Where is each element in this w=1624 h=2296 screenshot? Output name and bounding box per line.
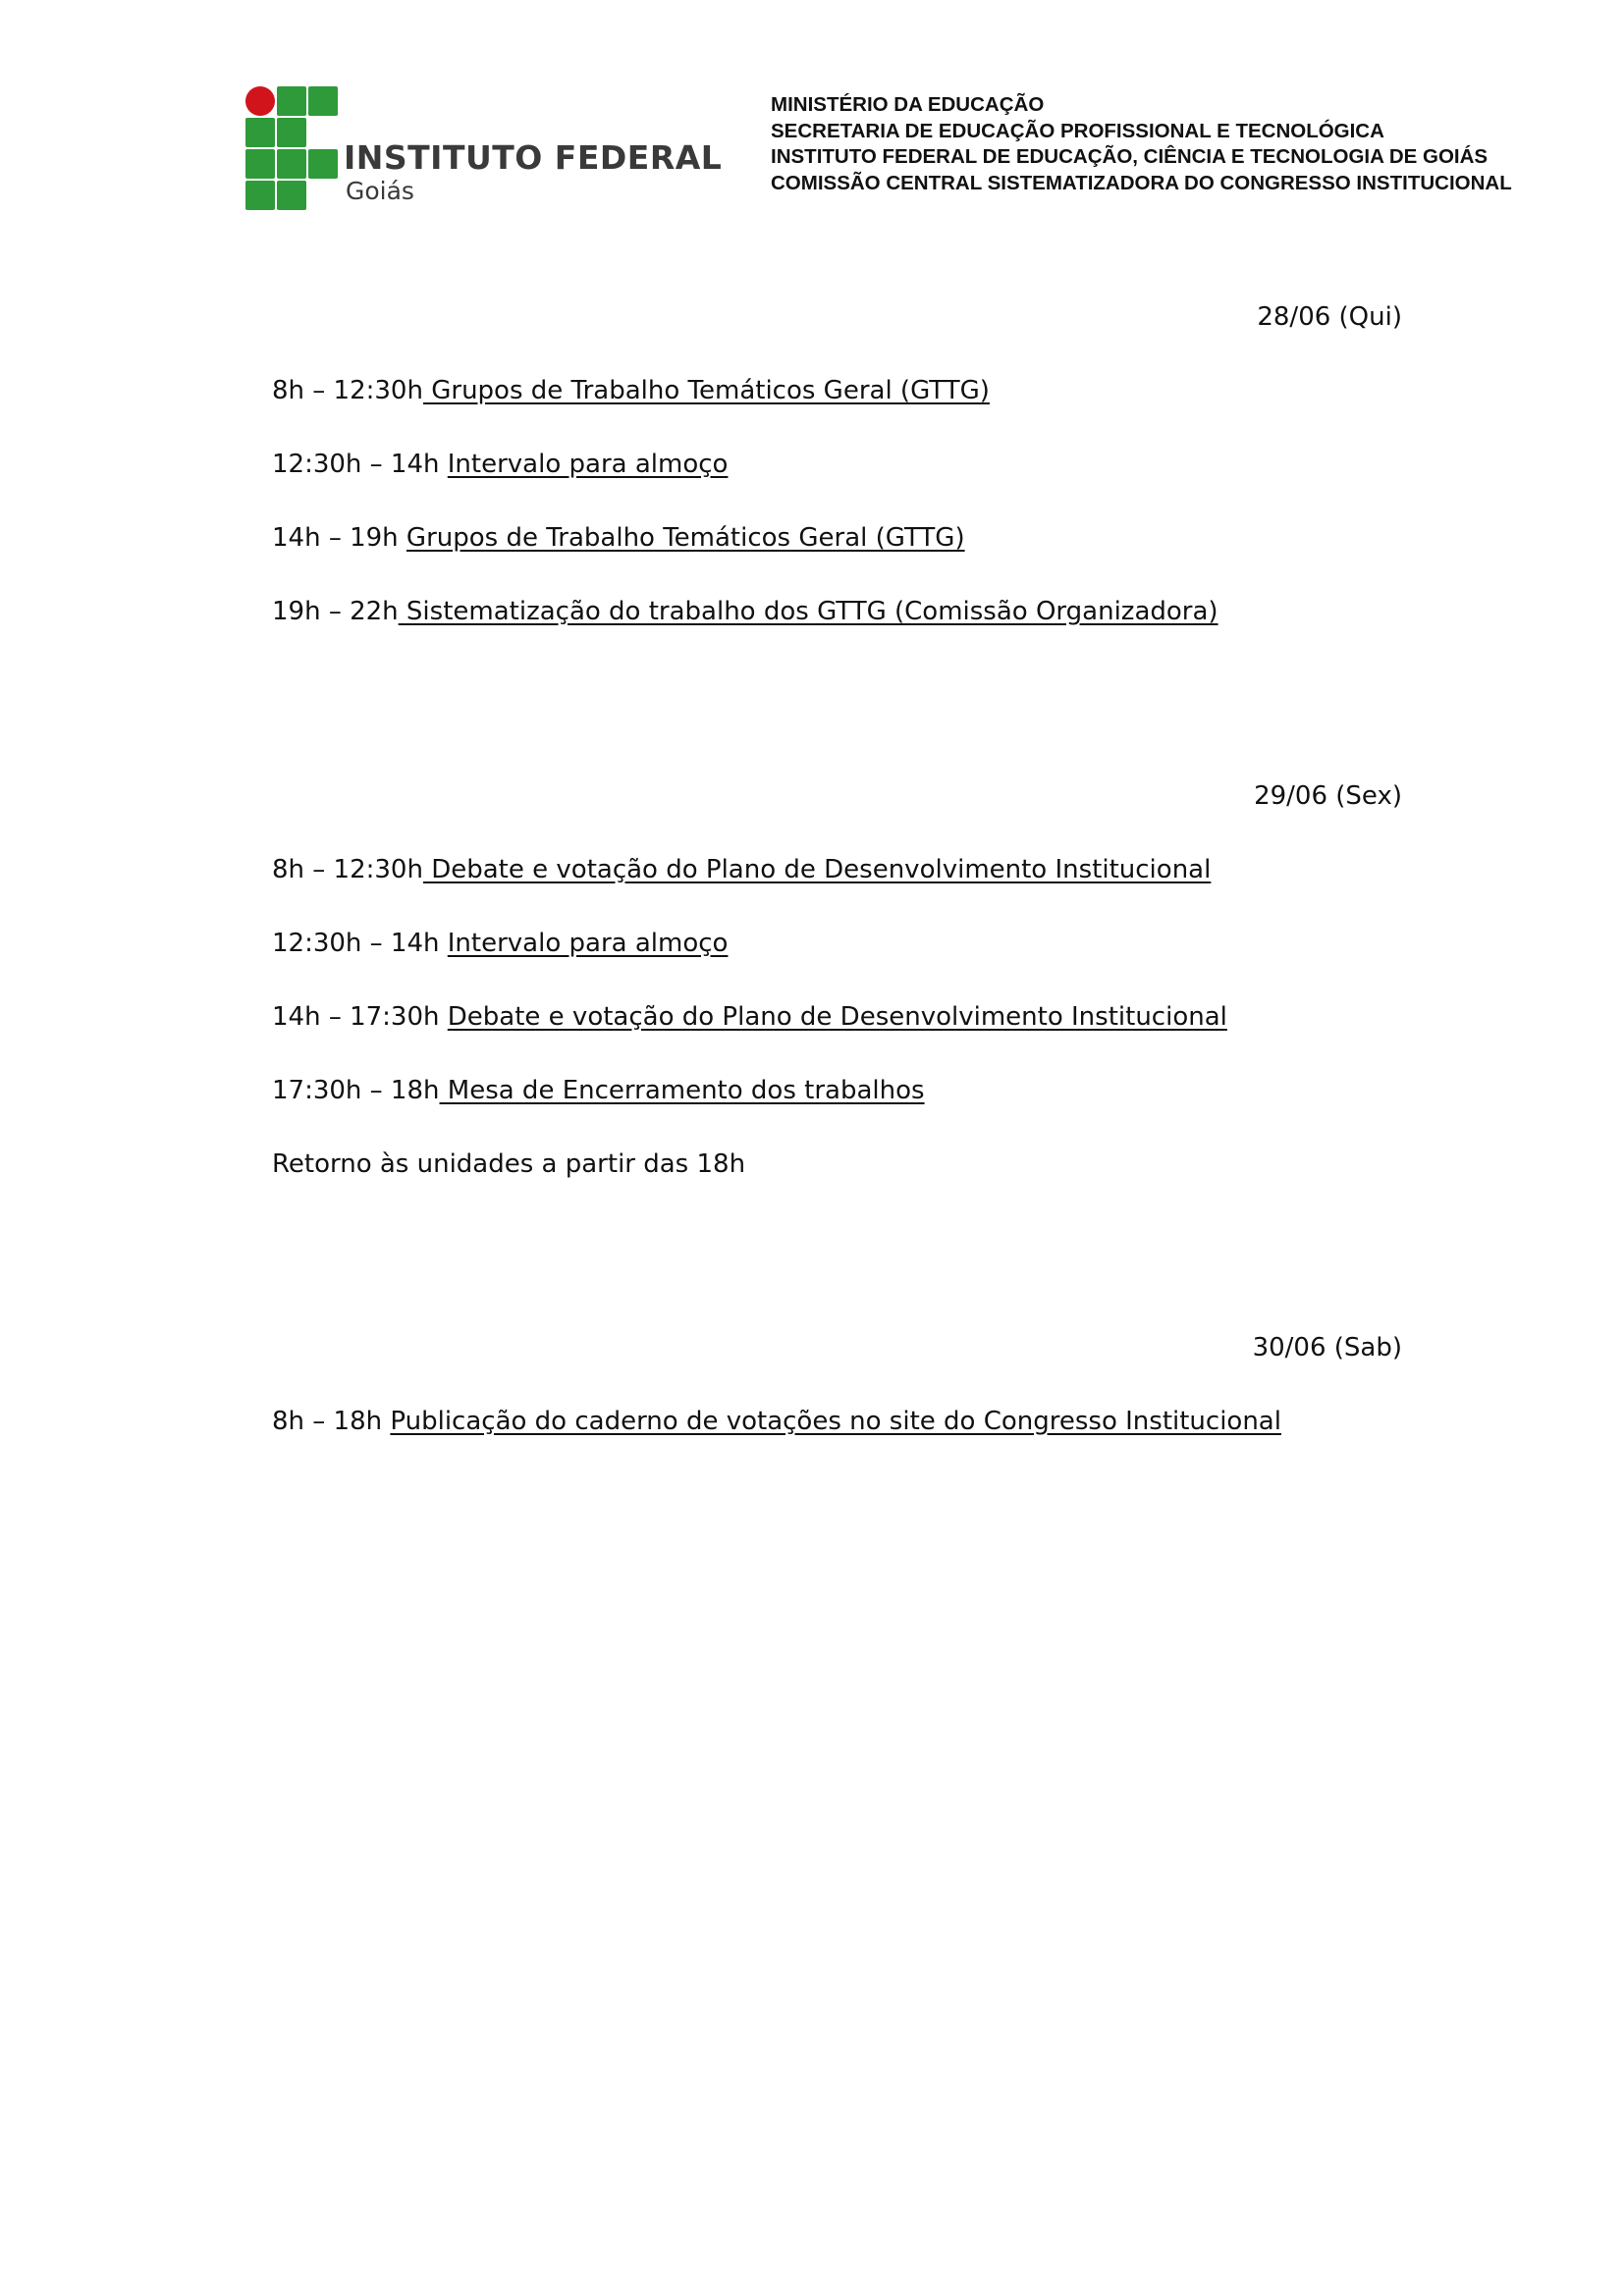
logo-green-square-icon (308, 149, 338, 179)
logo-green-square-icon (277, 118, 306, 147)
header-ministry: MINISTÉRIO DA EDUCAÇÃO (771, 93, 1045, 116)
day-date: 29/06 (Sex) (1254, 781, 1402, 811)
logo-green-square-icon (308, 86, 338, 116)
entry-activity: Grupos de Trabalho Temáticos Geral (GTTG) (422, 376, 990, 405)
header-secretariat: SECRETARIA DE EDUCAÇÃO PROFISSIONAL E TECNOLÓGICA (771, 119, 1384, 142)
schedule-entry (272, 450, 728, 479)
institute-logo (244, 84, 723, 212)
header-institute: INSTITUTO FEDERAL DE EDUCAÇÃO, CIÊNCIA E TECNOLOGIA DE GOIÁS (771, 145, 1489, 168)
entry-activity: Grupos de Trabalho Temáticos Geral (GTTG) (406, 523, 965, 553)
schedule-entry (272, 1002, 1227, 1032)
logo-green-square-icon (245, 118, 275, 147)
logo-institute-name: INSTITUTO FEDERAL (344, 138, 723, 177)
entry-time: 19h – 22h (272, 597, 399, 626)
entry-activity: Intervalo para almoço (447, 450, 729, 479)
entry-time: 14h – 19h (272, 523, 406, 553)
entry-time: 8h – 12:30h (272, 376, 423, 405)
entry-activity: Intervalo para almoço (447, 929, 729, 958)
logo-green-square-icon (277, 149, 306, 179)
schedule-entry (272, 523, 965, 553)
document-header (771, 92, 1512, 196)
entry-time: 12:30h – 14h (272, 450, 448, 479)
entry-activity: Debate e votação do Plano de Desenvolvimento Institucional (422, 855, 1212, 884)
logo-green-square-icon (245, 149, 275, 179)
header-commission: COMISSÃO CENTRAL SISTEMATIZADORA DO CONGRESSO INSTITUCIONAL (771, 171, 1512, 194)
logo-green-square-icon (277, 86, 306, 116)
schedule-entry (272, 1076, 925, 1105)
entry-activity: Mesa de Encerramento dos trabalhos (439, 1076, 925, 1105)
logo-green-square-icon (277, 181, 306, 210)
logo-green-square-icon (245, 181, 275, 210)
return-note: Retorno às unidades a partir das 18h (272, 1149, 746, 1179)
entry-activity: Sistematização do trabalho dos GTTG (Comissão Organizadora) (398, 597, 1218, 626)
entry-time: 12:30h – 14h (272, 929, 448, 958)
entry-time: 8h – 12:30h (272, 855, 423, 884)
entry-activity: Debate e votação do Plano de Desenvolvimento Institucional (447, 1002, 1227, 1032)
entry-time: 14h – 17:30h (272, 1002, 448, 1032)
schedule-entry (272, 855, 1211, 884)
day-date: 28/06 (Qui) (1257, 302, 1402, 332)
schedule-entry (272, 929, 728, 958)
schedule-entry (272, 376, 990, 405)
schedule-entry (272, 597, 1218, 626)
day-date: 30/06 (Sab) (1252, 1333, 1402, 1362)
entry-time: 8h – 18h (272, 1407, 391, 1436)
entry-time: 17:30h – 18h (272, 1076, 440, 1105)
entry-activity: Publicação do caderno de votações no site do Congresso Institucional (390, 1407, 1281, 1436)
schedule-entry (272, 1407, 1281, 1436)
logo-red-circle-icon (245, 86, 275, 116)
logo-state-name: Goiás (346, 177, 414, 205)
